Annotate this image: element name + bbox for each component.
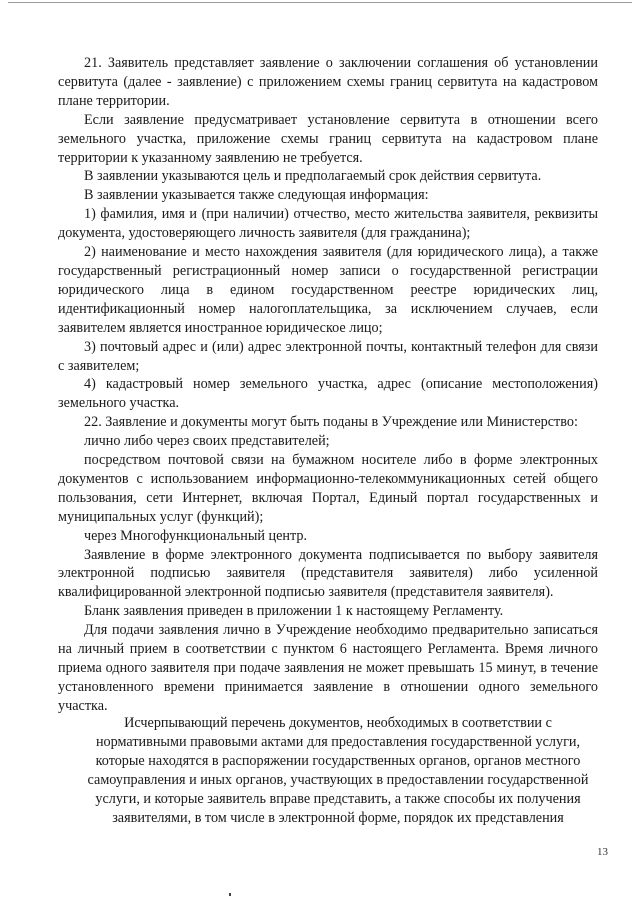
document-body [58,54,598,716]
paragraph: Заявление в форме электронного документа подписывается по выбору заявителя электронной подписью заявителя (представителя заявителя) либо усиленной квалифицированной электронной подписью заявителя (представителя заявителя). [58,546,598,601]
list-item: 1) фамилия, имя и (при наличии) отчество, место жительства заявителя, реквизиты документа, удостоверяющего личность заявителя (для гражданина); [58,206,598,242]
page-number: 13 [597,846,608,858]
list-item: 2) наименование и место нахождения заявителя (для юридического лица), а также государственный регистрационный номер записи о государственной регистрации юридического лица в едином государственном реестре юридических лиц, идентификационный номер налогоплательщика, за исключением случаев, если заявителем является иностранное юридическое лицо; [58,244,598,336]
list-item: посредством почтовой связи на бумажном носителе либо в форме электронных документов с использованием информационно-телекоммуникационных сетей общего пользования, сети Интернет, включая Портал, Единый портал государственных и муниципальных услуг (функций); [58,452,598,525]
list-item: лично либо через своих представителей; [84,433,330,450]
list-item: 4) кадастровый номер земельного участка, адрес (описание местоположения) земельного участка. [58,376,598,412]
paragraph: Для подачи заявления лично в Учреждение необходимо предварительно записаться на личный прием в соответствии с пунктом 6 настоящего Регламента. Время личного приема одного заявителя при подаче заявления не может превышать 15 минут, в течение установленного времени принимается заявление в отношении одного земельного участка. [58,622,598,714]
paragraph-21: 21. Заявитель представляет заявление о заключении соглашения об установлении сервитута (далее - заявление) с приложением схемы границ сервитута на кадастровом плане территории. [58,55,598,109]
list-item: 3) почтовый адрес и (или) адрес электронной почты, контактный телефон для связи с заявителем; [58,338,598,374]
heading-line: которые находятся в распоряжении государственных органов, органов местного [95,752,581,769]
scan-top-edge [8,2,632,3]
paragraph: Если заявление предусматривает установление сервитута в отношении всего земельного участка, приложение схемы границ сервитута на кадастровом плане территории к указанному заявлению не требуется. [58,111,598,166]
heading-line: услуги, и которые заявитель вправе представить, а также способы их получения [95,790,581,807]
scan-speck [229,893,231,896]
heading-line: Исчерпывающий перечень документов, необходимых в соответствии с [124,715,552,731]
paragraph-22: 22. Заявление и документы могут быть поданы в Учреждение или Министерство: [84,414,578,431]
paragraph: В заявлении указываются цель и предполагаемый срок действия сервитута. [84,168,542,185]
heading-line: заявителями, в том числе в электронной форме, порядок их представления [112,809,564,826]
list-item: через Многофункциональный центр. [84,527,308,544]
paragraph: Бланк заявления приведен в приложении 1 к настоящему Регламенту. [84,603,504,620]
heading-line: самоуправления и иных органов, участвующих в предоставлении государственной [87,771,589,788]
paragraph: В заявлении указывается также следующая информация: [84,187,429,204]
section-heading [58,714,618,827]
heading-line: нормативными правовыми актами для предоставления государственной услуги, [95,733,581,750]
